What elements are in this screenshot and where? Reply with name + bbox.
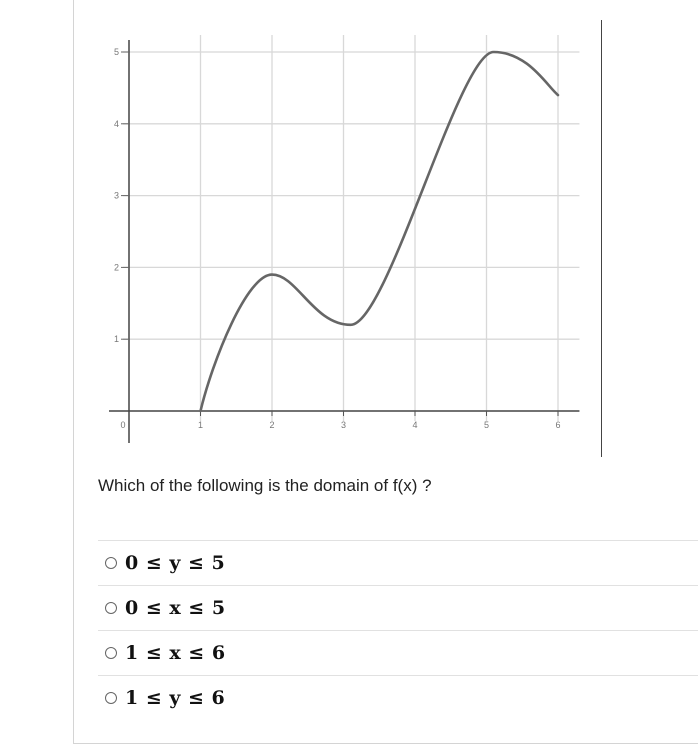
y-tick-label: 1 xyxy=(113,334,119,345)
tick-labels xyxy=(114,47,561,430)
x-tick-label: 0 xyxy=(120,420,126,430)
y-tick-label: 4 xyxy=(113,118,119,129)
x-tick-label: 1 xyxy=(197,420,204,430)
x-tick-label: 3 xyxy=(340,420,347,430)
answer-option-label: 1 ≤ y ≤ 6 xyxy=(125,687,226,709)
answer-option-4[interactable] xyxy=(98,675,698,720)
answer-option-1[interactable] xyxy=(98,540,698,585)
radio-button-icon[interactable] xyxy=(105,602,117,614)
x-tick-label: 6 xyxy=(555,420,561,430)
question-text: Which of the following is the domain of f(x) ? xyxy=(98,476,432,495)
answer-option-3[interactable] xyxy=(98,630,698,675)
answer-options xyxy=(98,540,698,720)
answer-option-label: 0 ≤ y ≤ 5 xyxy=(125,552,226,574)
graph-panel xyxy=(73,20,602,457)
x-tick-label: 4 xyxy=(412,420,418,430)
radio-button-icon[interactable] xyxy=(105,557,117,569)
grid-lines xyxy=(123,35,579,421)
radio-button-icon[interactable] xyxy=(105,647,117,659)
x-tick-label: 5 xyxy=(483,420,490,430)
y-tick-label: 2 xyxy=(113,262,119,273)
answer-option-label: 1 ≤ x ≤ 6 xyxy=(125,642,226,664)
function-graph xyxy=(73,20,601,457)
answer-option-label: 0 ≤ x ≤ 5 xyxy=(125,597,226,619)
radio-button-icon[interactable] xyxy=(105,692,117,704)
y-tick-label: 5 xyxy=(113,47,119,57)
y-tick-label: 3 xyxy=(113,190,119,201)
answer-option-2[interactable] xyxy=(98,585,698,630)
function-curve xyxy=(201,52,559,411)
x-tick-label: 2 xyxy=(269,420,275,430)
axes xyxy=(109,40,579,443)
series-layer xyxy=(201,52,559,411)
